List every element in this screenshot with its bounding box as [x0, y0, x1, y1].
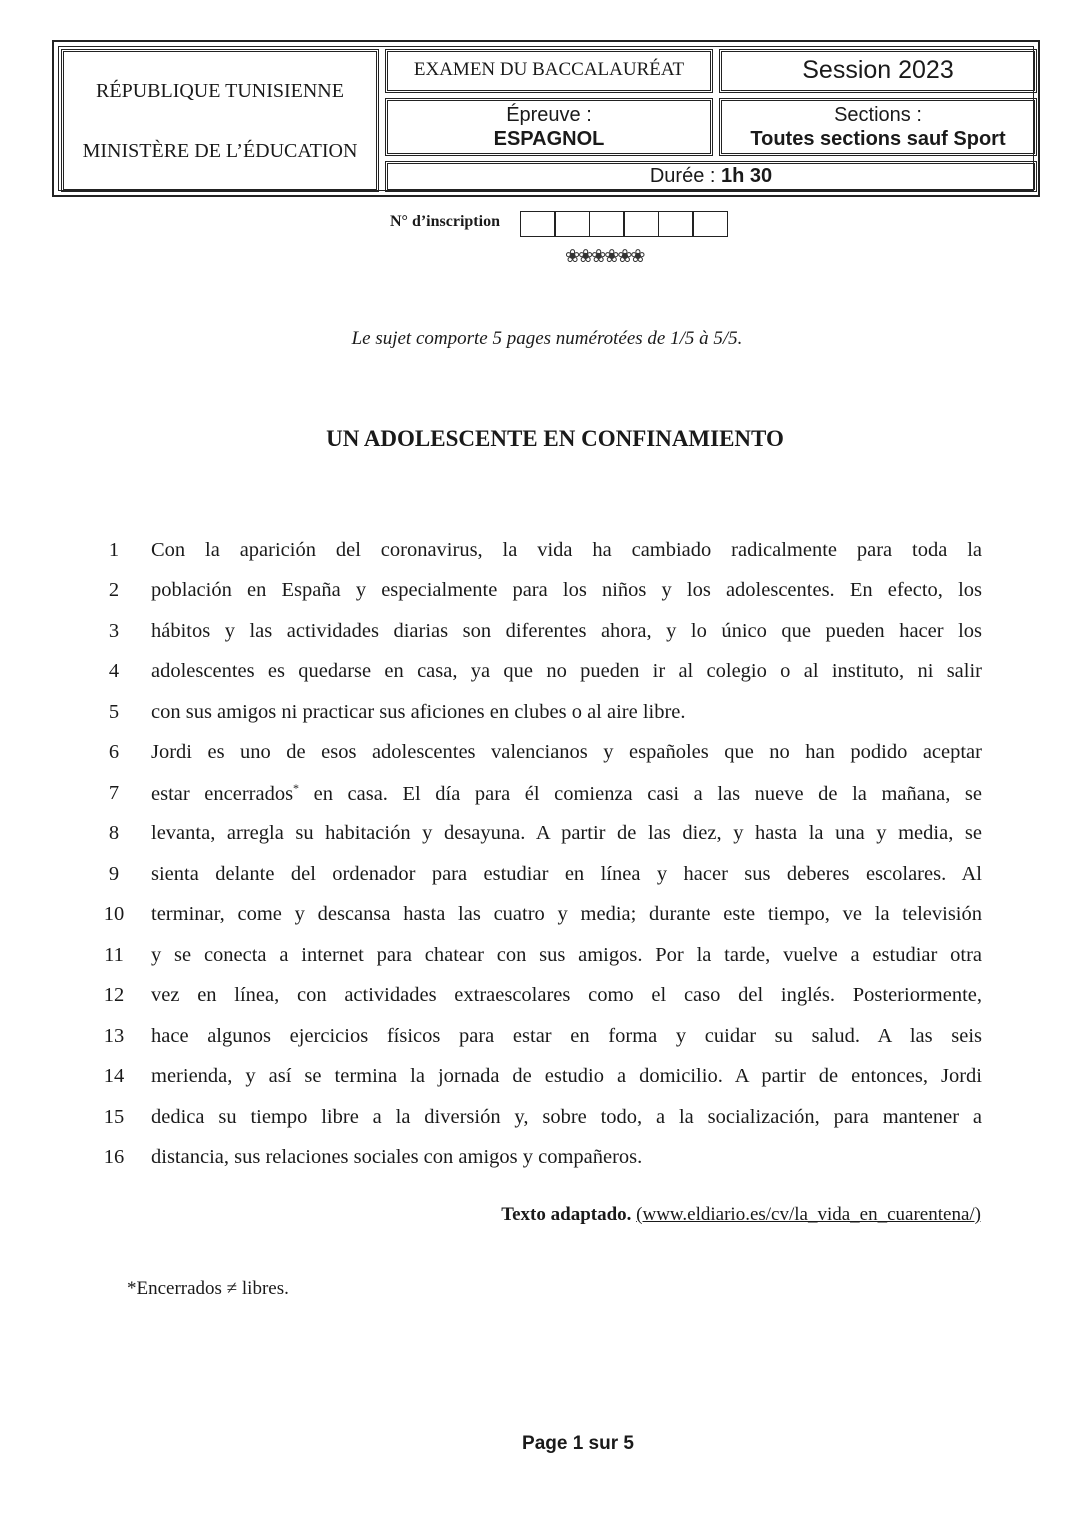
- source-label: Texto adaptado.: [501, 1204, 632, 1225]
- text-title: UN ADOLESCENTE EN CONFINAMIENTO: [326, 426, 784, 451]
- exam-title: EXAMEN DU BACCALAURÉAT: [385, 49, 713, 93]
- line-text: con sus amigos ni practicar sus aficiones en clubes o al aire libre.: [151, 700, 686, 723]
- text-line: [92, 814, 982, 855]
- line-text: distancia, sus relaciones sociales con amigos y compañeros.: [151, 1146, 643, 1169]
- duree-value: 1h 30: [721, 165, 773, 187]
- line-number: 6: [108, 741, 120, 764]
- text-line: [92, 1097, 982, 1138]
- line-text: Jordi es uno de esos adolescentes valencianos y españoles que no han podido aceptar: [151, 741, 982, 764]
- text-line: [92, 935, 982, 976]
- session-label: Session 2023: [719, 49, 1037, 93]
- line-text-part: en casa. El día para él comienza casi a las nueve de la mañana, se: [299, 782, 982, 805]
- line-text: población en España y especialmente para los niños y los adolescentes. En efecto, los: [151, 579, 982, 602]
- sections-value: Toutes sections sauf Sport: [750, 128, 1006, 150]
- text-source: [501, 1204, 981, 1226]
- line-number: 2: [108, 579, 120, 602]
- line-number: 16: [103, 1146, 125, 1169]
- country-name: RÉPUBLIQUE TUNISIENNE: [96, 80, 344, 102]
- text-line: [92, 895, 982, 936]
- footnote-marker: *: [293, 780, 300, 795]
- epreuve-value: ESPAGNOL: [493, 128, 605, 150]
- text-line: [92, 571, 982, 612]
- line-text: hace algunos ejercicios físicos para estar en forma y cuidar su salud. A las seis: [151, 1024, 982, 1047]
- inscription-label: N° d’inscription: [390, 213, 500, 230]
- page-number: Page 1 sur 5: [522, 1433, 634, 1454]
- line-number: 8: [108, 822, 120, 845]
- text-line: [92, 733, 982, 774]
- inscription-cell[interactable]: [520, 211, 556, 237]
- line-number: 13: [103, 1024, 125, 1047]
- inscription-cell[interactable]: [658, 211, 694, 237]
- inscription-cell[interactable]: [623, 211, 659, 237]
- header-inner-frame: [58, 46, 1034, 191]
- line-text: levanta, arregla su habitación y desayuna. A partir de las diez, y hasta la una y media, se: [151, 822, 982, 845]
- epreuve-box: [385, 98, 713, 156]
- line-number: 15: [103, 1105, 125, 1128]
- duree-label: Durée :: [649, 165, 716, 187]
- line-text: hábitos y las actividades diarias son diferentes ahora, y lo único que pueden hacer los: [151, 619, 982, 642]
- sections-box: [719, 98, 1037, 156]
- text-line: [92, 692, 982, 733]
- epreuve-label: Épreuve :: [506, 104, 592, 126]
- line-number: 1: [108, 538, 120, 561]
- line-number: 3: [108, 619, 120, 642]
- text-line: [92, 773, 982, 814]
- line-number: 11: [104, 943, 124, 966]
- line-text: adolescentes es quedarse en casa, ya que no pueden ir al colegio o al instituto, ni salir: [151, 660, 982, 683]
- line-number: 4: [108, 660, 120, 683]
- sections-label: Sections :: [834, 104, 922, 126]
- inscription-cell[interactable]: [554, 211, 590, 237]
- text-line: [92, 1016, 982, 1057]
- line-number: 9: [108, 862, 120, 885]
- line-text-part: estar encerrados: [151, 782, 294, 805]
- text-line: [92, 1057, 982, 1098]
- text-line: [92, 1138, 982, 1179]
- decorative-flower-icon: ❀❀❀❀❀❀: [565, 246, 644, 267]
- line-text: merienda, y así se termina la jornada de estudio a domicilio. A partir de entonces, Jordi: [151, 1065, 982, 1088]
- exam-header: [52, 40, 1040, 197]
- line-number: 14: [103, 1065, 125, 1088]
- line-text: terminar, come y descansa hasta las cuatro y media; durante este tiempo, ve la televisión: [151, 903, 982, 926]
- line-text: [136, 781, 982, 806]
- line-number: 12: [103, 984, 125, 1007]
- text-line: [92, 530, 982, 571]
- inscription-cells[interactable]: [521, 211, 728, 237]
- footnote: *Encerrados ≠ libres.: [127, 1278, 289, 1299]
- text-line: [92, 976, 982, 1017]
- line-number: 5: [108, 700, 120, 723]
- line-text: Con la aparición del coronavirus, la vida ha cambiado radicalmente para toda la: [151, 538, 982, 561]
- text-line: [92, 652, 982, 693]
- numbered-text: [92, 530, 982, 1178]
- duree-box: [385, 161, 1037, 192]
- institution-box: [61, 49, 379, 192]
- line-text: sienta delante del ordenador para estudiar en línea y hacer sus deberes escolares. Al: [151, 862, 982, 885]
- page-count-notice: Le sujet comporte 5 pages numérotées de 1/5 à 5/5.: [351, 328, 743, 349]
- line-text: vez en línea, con actividades extraescolares como el caso del inglés. Posteriormente,: [151, 984, 982, 1007]
- line-number: 7: [108, 781, 120, 804]
- text-line: [92, 854, 982, 895]
- inscription-cell[interactable]: [692, 211, 728, 237]
- ministry-name: MINISTÈRE DE L’ÉDUCATION: [82, 140, 358, 162]
- line-text: dedica su tiempo libre a la diversión y, sobre todo, a la socialización, para mantener a: [151, 1105, 982, 1128]
- source-link[interactable]: (www.eldiario.es/cv/la_vida_en_cuarentena/): [636, 1204, 981, 1225]
- line-text: y se conecta a internet para chatear con sus amigos. Por la tarde, vuelve a estudiar otra: [151, 943, 982, 966]
- inscription-cell[interactable]: [589, 211, 625, 237]
- text-line: [92, 611, 982, 652]
- line-number: 10: [103, 903, 125, 926]
